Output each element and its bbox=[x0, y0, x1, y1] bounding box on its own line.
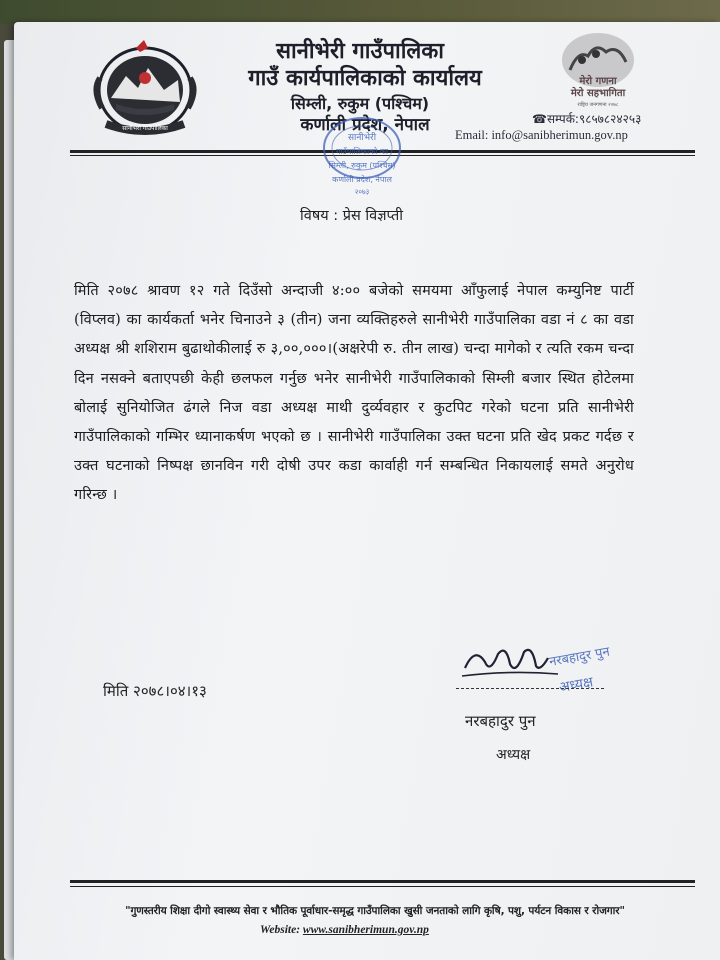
stamp-line-1: सानीभेरी bbox=[347, 133, 377, 143]
email-address: Email: info@sanibherimun.gov.np bbox=[455, 128, 628, 142]
signature-stamp-title: अध्यक्ष bbox=[557, 674, 595, 696]
nepal-emblem-seal-icon bbox=[86, 38, 204, 138]
press-release-body: मिति २०७८ श्रावण १२ गते दिउँसो अन्दाजी ४:०० बजेको समयमा आँफुलाई नेपाल कम्युनिष्ट पार्टी (विप्लव) का कार्यकर्ता भनेर चिनाउने ३ (तीन) जना व्यक्तिहरुले सानीभेरी गाउँपालिका वडा नं ८ का वडा अध्यक्ष श्री शशिराम बुढाथोकीलाई रु ३,००,०००।(अक्षरेपी रु. तीन लाख) चन्दा मागेको र त्यति रकम चन्दा दिन नसक्ने बताएपछी केही छलफल गर्नुछ भनेर सानीभेरी गाउँपालिकाको सिम्ली बजार स्थित होटेलमा बोलाई सुनियोजित ढंगले निज वडा अध्यक्ष माथी दुर्व्यवहार र कुटपिट गरेको घटना प्रति सानीभेरी गाउँपालिकाको गम्भिर ध्यानाकर्षण भएको छ । सानीभेरी गाउँपालिका उक्त घटना प्रति खेद प्रकट गर्दछ र उक्त घटनाको निष्पक्ष छानविन गरी दोषी उपर कडा कार्वाही गर्न सम्बन्धित निकायलाई समते अनुरोध गरिन्छ । bbox=[74, 283, 634, 504]
signature-stamp-name: नरबहादुर पुन bbox=[548, 644, 611, 670]
stamp-line-4: कर्णाली प्रदेश, नेपाल bbox=[332, 175, 392, 184]
province: कर्णाली प्रदेश, नेपाल bbox=[300, 115, 430, 135]
office-name: गाउँ कार्यपालिकाको कार्यालय bbox=[248, 66, 482, 91]
signature-line bbox=[456, 688, 604, 689]
subject-line: विषय : प्रेस विज्ञप्ती bbox=[300, 208, 403, 224]
signer-name: नरबहादुर पुन bbox=[465, 712, 536, 730]
logo-text-2: मेरो सहभागिता bbox=[570, 88, 626, 99]
logo-sub: राष्ट्रिय जनगणना २०७८ bbox=[577, 102, 619, 108]
background-surface bbox=[0, 0, 720, 24]
census-campaign-logo-icon bbox=[558, 32, 638, 110]
signer-title: अध्यक्ष bbox=[496, 747, 531, 763]
stamp-line-2: गाउँपालिकाको का bbox=[335, 147, 389, 156]
website-link[interactable]: www.sanibherimun.gov.np bbox=[302, 924, 429, 936]
footer-slogan: "गुणस्तरीय शिक्षा दीगो स्वास्थ्य सेवा र भौतिक पूर्वाधार-समृद्ध गाउँपालिका खुसी जनताको लागि कृषि, पशु, पर्यटन विकास र रोजगार" bbox=[125, 905, 625, 917]
stamp-line-5: २०७३ bbox=[354, 188, 370, 196]
org-name: सानीभेरी गाउँपालिका bbox=[276, 39, 444, 64]
footer-divider-thick bbox=[70, 880, 695, 883]
footer-divider-thin bbox=[70, 886, 695, 887]
stamp-line-3: सिम्ली, रुकुम (पश्चिम) bbox=[328, 161, 396, 170]
signature-mark-icon bbox=[450, 640, 620, 710]
logo-text-1: मेरो गणना bbox=[579, 76, 617, 87]
office-stamp-icon bbox=[300, 110, 420, 215]
footer-website bbox=[260, 924, 429, 936]
seal-caption: सानीभेरी गाउँपालिका bbox=[122, 125, 168, 132]
issue-date: मिति २०७८।०४।१३ bbox=[103, 682, 207, 700]
contact-number: ☎सम्पर्क:९८५७८२४२५३ bbox=[532, 112, 642, 126]
location: सिम्ली, रुकुम (पश्चिम) bbox=[290, 94, 430, 113]
website-label: Website: bbox=[260, 924, 301, 936]
